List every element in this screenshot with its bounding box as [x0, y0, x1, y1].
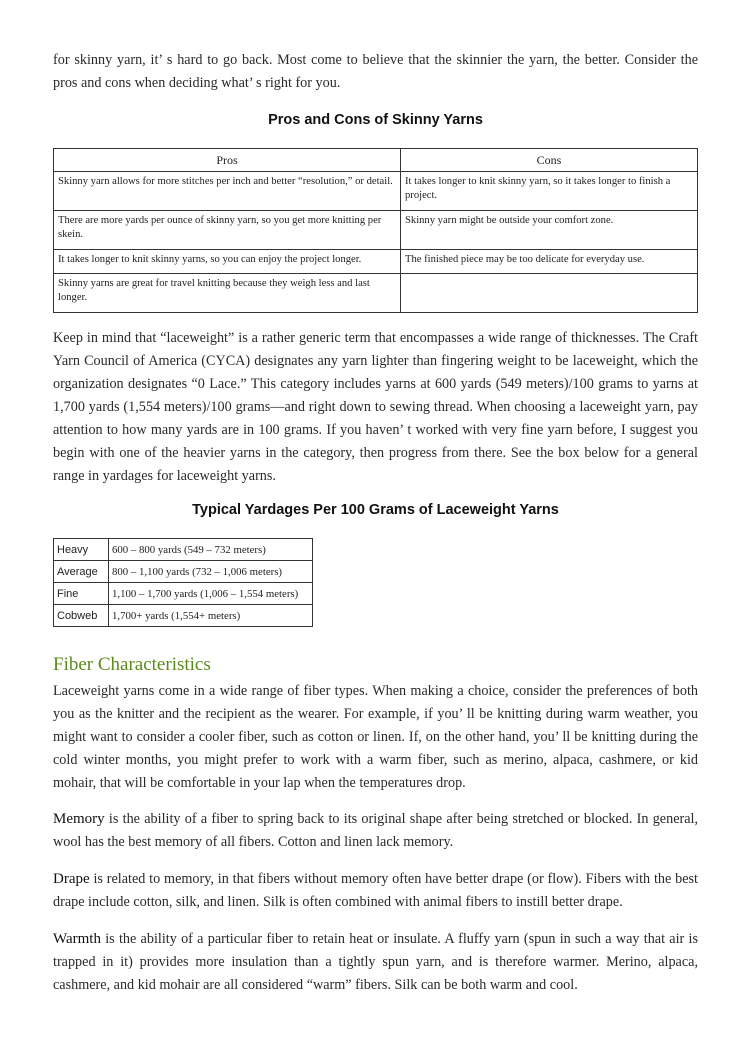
warmth-term: Warmth [53, 931, 101, 947]
yardage-value: 800 – 1,100 yards (732 – 1,006 meters) [109, 561, 313, 583]
yardage-label: Average [54, 561, 109, 583]
warmth-paragraph [53, 928, 698, 997]
table-row [54, 274, 698, 313]
memory-paragraph [53, 808, 698, 854]
warmth-text: is the ability of a particular fiber to retain heat or insulate. A fluffy yarn (spun in such a way that air is trapped in it) provides more insulation than a tightly spun yarn, and is therefore warmer. Merino, alpaca, cashmere, and kid mohair are all considered “warm” fibers. Silk can be both warm and cool. [53, 931, 698, 993]
table-row [54, 250, 698, 274]
table-row [54, 211, 698, 250]
pro-cell: Skinny yarn allows for more stitches per inch and better “resolution,” or detail. [54, 172, 401, 211]
yardage-value: 600 – 800 yards (549 – 732 meters) [109, 539, 313, 561]
pros-header: Pros [54, 149, 401, 172]
table-row [54, 172, 698, 211]
pro-cell: There are more yards per ounce of skinny yarn, so you get more knitting per skein. [54, 211, 401, 250]
table-row [54, 605, 313, 627]
drape-text: is related to memory, in that fibers without memory often have better drape (or flow). Fibers with the best drape include cotton, silk, and linen. Silk is often combined with animal fibers to instill better drape. [53, 871, 698, 910]
pro-cell: Skinny yarns are great for travel knitting because they weigh less and last longer. [54, 274, 401, 313]
yardage-label: Cobweb [54, 605, 109, 627]
pros-cons-title: Pros and Cons of Skinny Yarns [268, 112, 483, 128]
yardage-value: 1,100 – 1,700 yards (1,006 – 1,554 meters) [109, 583, 313, 605]
table-row [54, 583, 313, 605]
con-cell: The finished piece may be too delicate for everyday use. [401, 250, 698, 274]
fiber-intro-paragraph: Laceweight yarns come in a wide range of fiber types. When making a choice, consider the preferences of both you as the knitter and the recipient as the wearer. For example, if you’ ll be knitting during warm weather, you might want to consider a cooler fiber, such as cotton or linen. If, on the other hand, you’ ll be knitting during the cold winter months, you might prefer to work with a warm fiber, such as merino, alpaca, cashmere, or kid mohair, that will be comfortable in your lap when the temperatures drop. [53, 683, 698, 791]
drape-term: Drape [53, 871, 90, 887]
fiber-characteristics-heading: Fiber Characteristics [53, 654, 211, 675]
yardage-table [53, 538, 313, 627]
yardage-label: Heavy [54, 539, 109, 561]
drape-paragraph [53, 868, 698, 914]
cons-header: Cons [401, 149, 698, 172]
pro-cell: It takes longer to knit skinny yarns, so you can enjoy the project longer. [54, 250, 401, 274]
memory-term: Memory [53, 811, 105, 827]
pros-cons-table [53, 148, 698, 313]
table-row [54, 561, 313, 583]
yardage-title: Typical Yardages Per 100 Grams of Laceweight Yarns [192, 502, 559, 518]
table-row [54, 539, 313, 561]
con-cell: Skinny yarn might be outside your comfort zone. [401, 211, 698, 250]
laceweight-paragraph: Keep in mind that “laceweight” is a rather generic term that encompasses a wide range of thicknesses. The Craft Yarn Council of America (CYCA) designates any yarn lighter than fingering weight to be laceweight, which the organization designates “0 Lace.” This category includes yarns at 600 yards (549 meters)/100 grams to yarns at 1,700 yards (1,554 meters)/100 grams—and right down to sewing thread. When choosing a laceweight yarn, pay attention to how many yards are in 100 grams. If you haven’ t worked with very fine yarn before, I suggest you begin with one of the heavier yarns in the category, then progress from there. See the box below for a general range in yardages for laceweight yarns. [53, 330, 698, 484]
con-cell: It takes longer to knit skinny yarn, so it takes longer to finish a project. [401, 172, 698, 211]
con-cell [401, 274, 698, 313]
intro-paragraph: for skinny yarn, it’ s hard to go back. Most come to believe that the skinnier the yarn, the better. Consider the pros and cons when deciding what’ s right for you. [53, 52, 698, 91]
yardage-label: Fine [54, 583, 109, 605]
table-header-row [54, 149, 698, 172]
yardage-value: 1,700+ yards (1,554+ meters) [109, 605, 313, 627]
memory-text: is the ability of a fiber to spring back to its original shape after being stretched or blocked. In general, wool has the best memory of all fibers. Cotton and linen lack memory. [53, 811, 698, 850]
